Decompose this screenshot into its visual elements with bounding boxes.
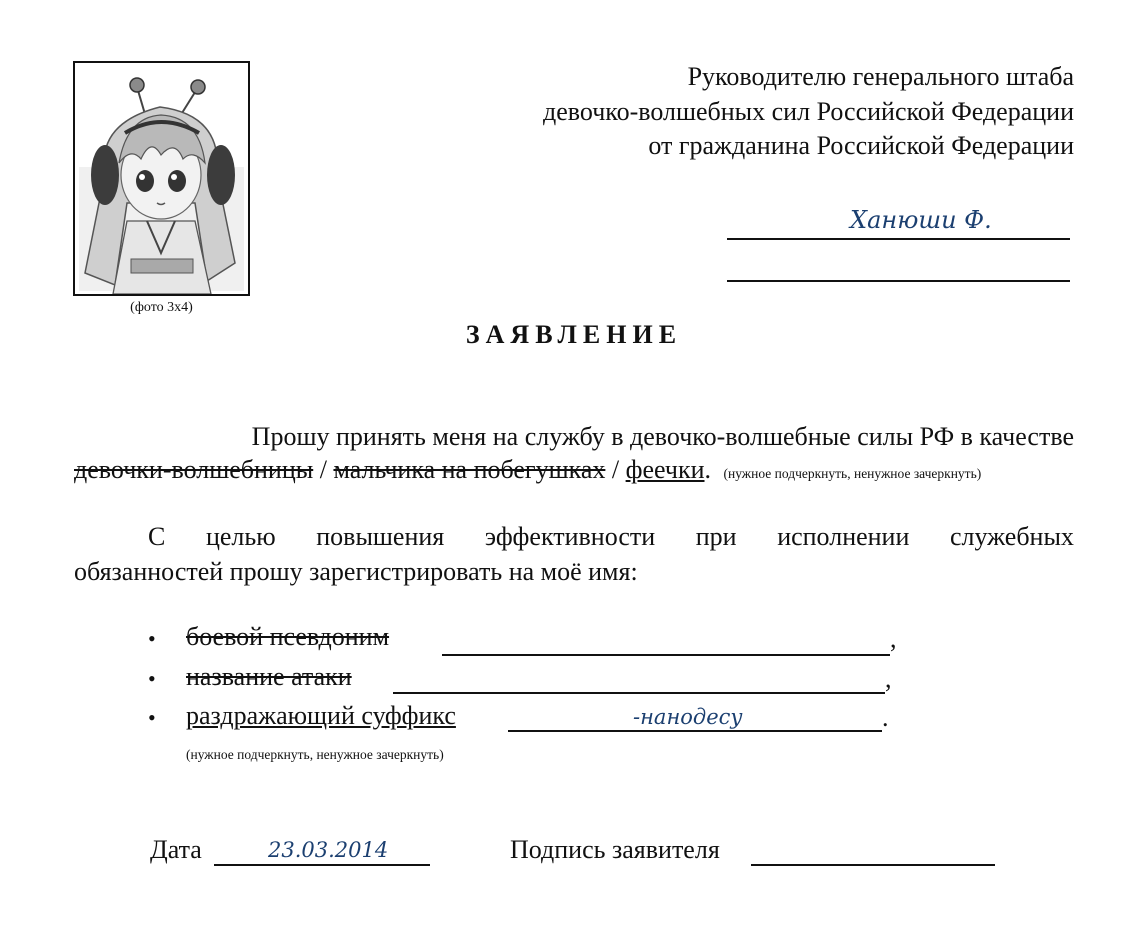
list-item-label-attack-name: название атаки (186, 662, 352, 691)
document-title: ЗАЯВЛЕНИЕ (465, 320, 683, 349)
list-instruction-note: (нужное подчеркнуть, ненужное зачеркнуть) (186, 747, 444, 762)
bullet-dot-icon: • (148, 705, 156, 730)
list-item-end: , (890, 624, 897, 653)
list-item-end: , (885, 664, 892, 693)
option-errand-boy: мальчика на побегушках (333, 455, 606, 484)
battle-alias-field[interactable] (442, 624, 890, 656)
word: целью (205, 522, 276, 551)
purpose-line-2: обязанностей прошу зарегистрировать на моё имя: (74, 557, 638, 586)
sentence-end: . (704, 455, 712, 484)
word: повышения (316, 522, 445, 551)
word: исполнении (777, 522, 910, 551)
option-fairy: феечки (625, 455, 705, 484)
word: служебных (949, 522, 1074, 551)
addressee-line-3: от гражданина Российской Федерации (648, 131, 1074, 160)
suffix-value: -нанодесу (633, 705, 743, 729)
list-item-label-suffix: раздражающий суффикс (186, 701, 456, 730)
bullet-dot-icon: • (148, 666, 156, 691)
attack-name-field[interactable] (393, 662, 885, 694)
word: эффективности (484, 522, 656, 551)
photo-caption: (фото 3х4) (130, 300, 193, 315)
anime-girl-portrait-icon (75, 63, 248, 294)
request-line-1: Прошу принять меня на службу в девочко-волшебные силы РФ в качестве (251, 422, 1074, 451)
list-item-end: . (882, 703, 889, 732)
list-item-label-battle-alias: боевой псевдоним (186, 622, 390, 651)
signature-label: Подпись заявителя (510, 835, 720, 864)
word: С (148, 522, 166, 551)
bullet-dot-icon: • (148, 626, 156, 651)
instruction-note: (нужное подчеркнуть, ненужное зачеркнуть) (723, 466, 982, 481)
option-magical-girl: девочки-волшебницы (74, 455, 314, 484)
request-options-line (74, 453, 1074, 491)
purpose-line-1 (148, 520, 1074, 554)
applicant-photo (73, 61, 250, 296)
addressee-line-1: Руководителю генерального штаба (687, 62, 1074, 91)
date-value: 23.03.2014 (268, 838, 389, 862)
applicant-name-value: Ханюши Ф. (850, 206, 992, 234)
word: при (695, 522, 737, 551)
addressee-line-2: девочко-волшебных сил Российской Федерации (543, 97, 1074, 126)
signature-field[interactable] (751, 835, 995, 866)
option-separator: / (319, 455, 327, 484)
date-label: Дата (150, 835, 202, 864)
applicant-extra-field[interactable] (727, 250, 1070, 282)
option-separator: / (611, 455, 620, 484)
